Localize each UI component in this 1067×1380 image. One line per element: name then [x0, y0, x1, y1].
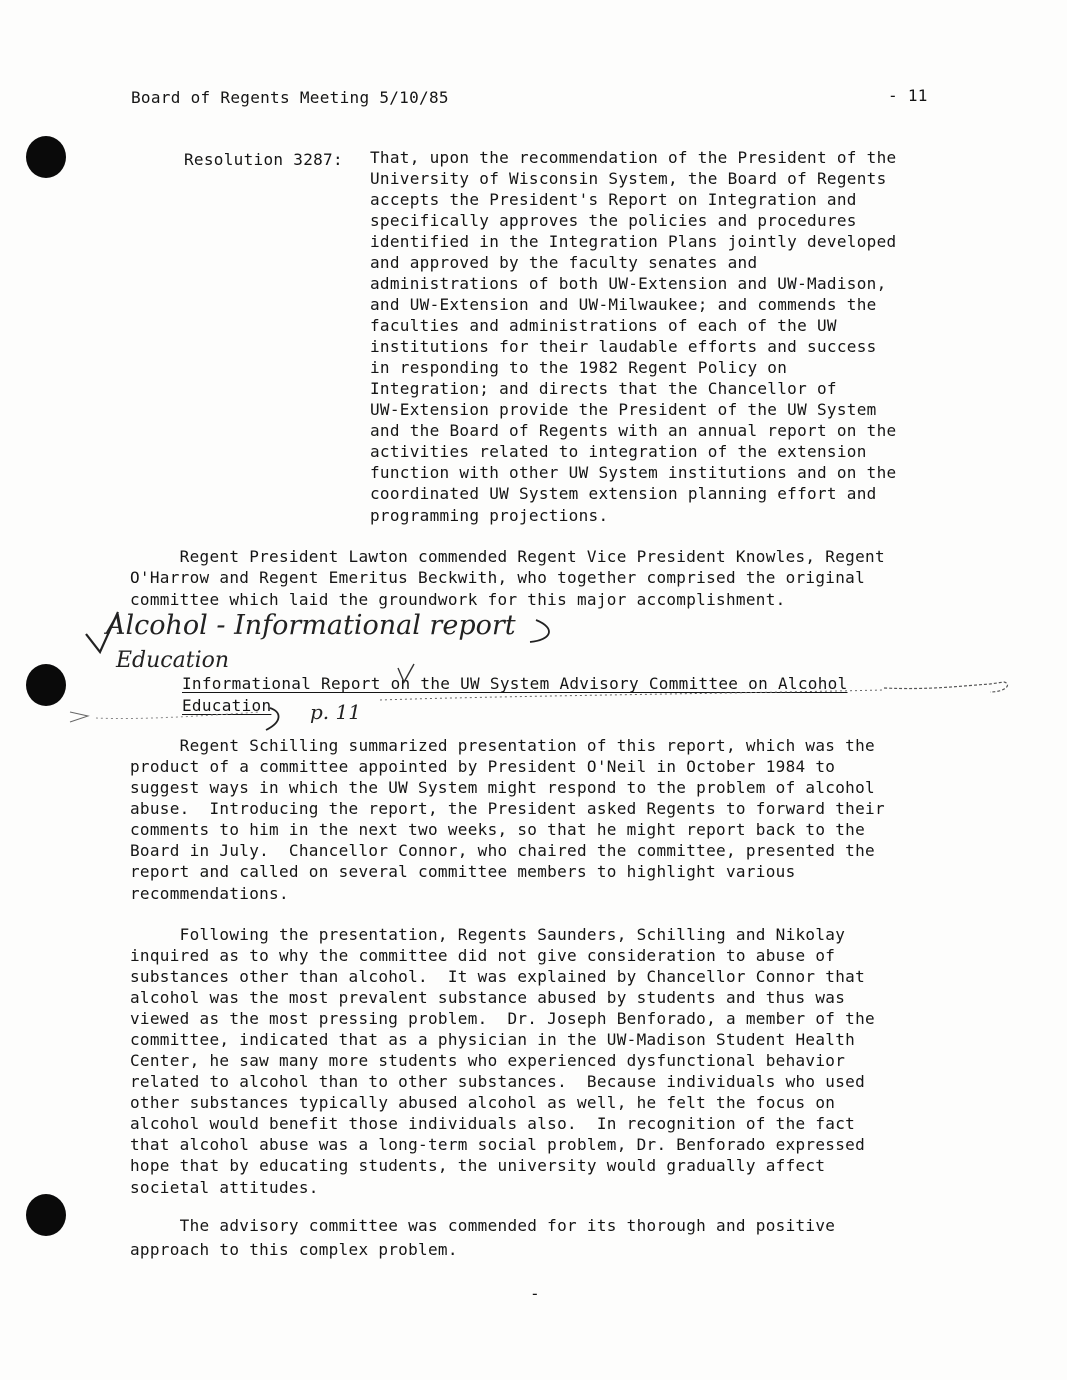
resolution-line: faculties and administrations of each of the UW [370, 316, 837, 335]
paragraph-line: approach to this complex problem. [130, 1240, 458, 1259]
page-number: - 11 [888, 86, 928, 105]
resolution-line: University of Wisconsin System, the Board of Regents [370, 169, 887, 188]
paragraph-line: suggest ways in which the UW System might respond to the problem of alcohol [130, 778, 875, 797]
resolution-line: Integration; and directs that the Chancellor of [370, 379, 837, 398]
resolution-line: activities related to integration of the extension [370, 442, 867, 461]
paragraph-line: alcohol was the most prevalent substance abused by students and thus was [130, 988, 846, 1007]
paragraph-line: societal attitudes. [130, 1178, 319, 1197]
paragraph-line: other substances typically abused alcohol as well, he felt the focus on [130, 1093, 836, 1112]
handwritten-note-education: Education [116, 648, 230, 673]
paragraph-line: abuse. Introducing the report, the President asked Regents to forward their [130, 799, 885, 818]
resolution-line: and approved by the faculty senates and [370, 253, 758, 272]
resolution-line: coordinated UW System extension planning effort and [370, 484, 877, 503]
paragraph-line: comments to him in the next two weeks, so that he might report back to the [130, 820, 866, 839]
paragraph-line: The advisory committee was commended for its thorough and positive [130, 1216, 836, 1235]
paragraph-line: related to alcohol than to other substances. Because individuals who used [130, 1072, 866, 1091]
handwritten-page-ref: p. 11 [310, 700, 361, 724]
resolution-line: programming projections. [370, 506, 609, 525]
resolution-line: and the Board of Regents with an annual report on the [370, 421, 897, 440]
paragraph-line: Board in July. Chancellor Connor, who chaired the committee, presented the [130, 841, 875, 860]
resolution-line: administrations of both UW-Extension and UW-Madison, [370, 274, 887, 293]
handwritten-note-alcohol: Alcohol - Informational report [106, 610, 516, 641]
arrow-stroke [70, 712, 88, 722]
paragraph-line: Following the presentation, Regents Saunders, Schilling and Nikolay [130, 925, 846, 944]
header-title: Board of Regents Meeting 5/10/85 [131, 88, 449, 107]
paragraph-line: O'Harrow and Regent Emeritus Beckwith, who together comprised the original [130, 568, 866, 587]
resolution-line: identified in the Integration Plans jointly developed [370, 232, 897, 251]
checkmark-stroke [86, 612, 118, 652]
section-heading: Informational Report on the UW System Advisory Committee on Alcohol [182, 674, 848, 693]
resolution-label: Resolution 3287: [184, 150, 343, 169]
resolution-line: function with other UW System institutions and on the [370, 463, 897, 482]
footer-mark: - [530, 1284, 540, 1303]
paragraph-line: recommendations. [130, 884, 289, 903]
caret-stroke [398, 664, 414, 682]
paragraph-line: hope that by educating students, the university would gradually affect [130, 1156, 826, 1175]
paragraph-line: alcohol would benefit those individuals also. In recognition of the fact [130, 1114, 856, 1133]
paragraph-line: Center, he saw many more students who experienced dysfunctional behavior [130, 1051, 846, 1070]
paragraph-line: inquired as to why the committee did not give consideration to abuse of [130, 946, 836, 965]
resolution-line: That, upon the recommendation of the President of the [370, 148, 897, 167]
resolution-line: in responding to the 1982 Regent Policy on [370, 358, 788, 377]
section-heading-continued: Education [182, 696, 272, 715]
paragraph-line: Regent President Lawton commended Regent Vice President Knowles, Regent [130, 547, 885, 566]
paragraph-line: committee, indicated that as a physician in the UW-Madison Student Health [130, 1030, 856, 1049]
paragraph-line: product of a committee appointed by President O'Neil in October 1984 to [130, 757, 836, 776]
paragraph-line: viewed as the most pressing problem. Dr. Joseph Benforado, a member of the [130, 1009, 875, 1028]
resolution-line: specifically approves the policies and procedures [370, 211, 857, 230]
resolution-line: and UW-Extension and UW-Milwaukee; and commends the [370, 295, 877, 314]
bracket-stroke [530, 620, 549, 642]
arrow-stroke [96, 712, 260, 719]
bracket-stroke [266, 708, 279, 730]
resolution-line: institutions for their laudable efforts and success [370, 337, 877, 356]
paragraph-line: report and called on several committee members to highlight various [130, 862, 796, 881]
paragraph-line: committee which laid the groundwork for this major accomplishment. [130, 590, 786, 609]
margin-line-stroke [380, 690, 884, 700]
margin-line-stroke [884, 682, 1008, 692]
paragraph-line: that alcohol abuse was a long-term social problem, Dr. Benforado expressed [130, 1135, 866, 1154]
resolution-line: UW-Extension provide the President of the UW System [370, 400, 877, 419]
paragraph-line: substances other than alcohol. It was explained by Chancellor Connor that [130, 967, 866, 986]
resolution-line: accepts the President's Report on Integration and [370, 190, 857, 209]
paragraph-line: Regent Schilling summarized presentation of this report, which was the [130, 736, 875, 755]
